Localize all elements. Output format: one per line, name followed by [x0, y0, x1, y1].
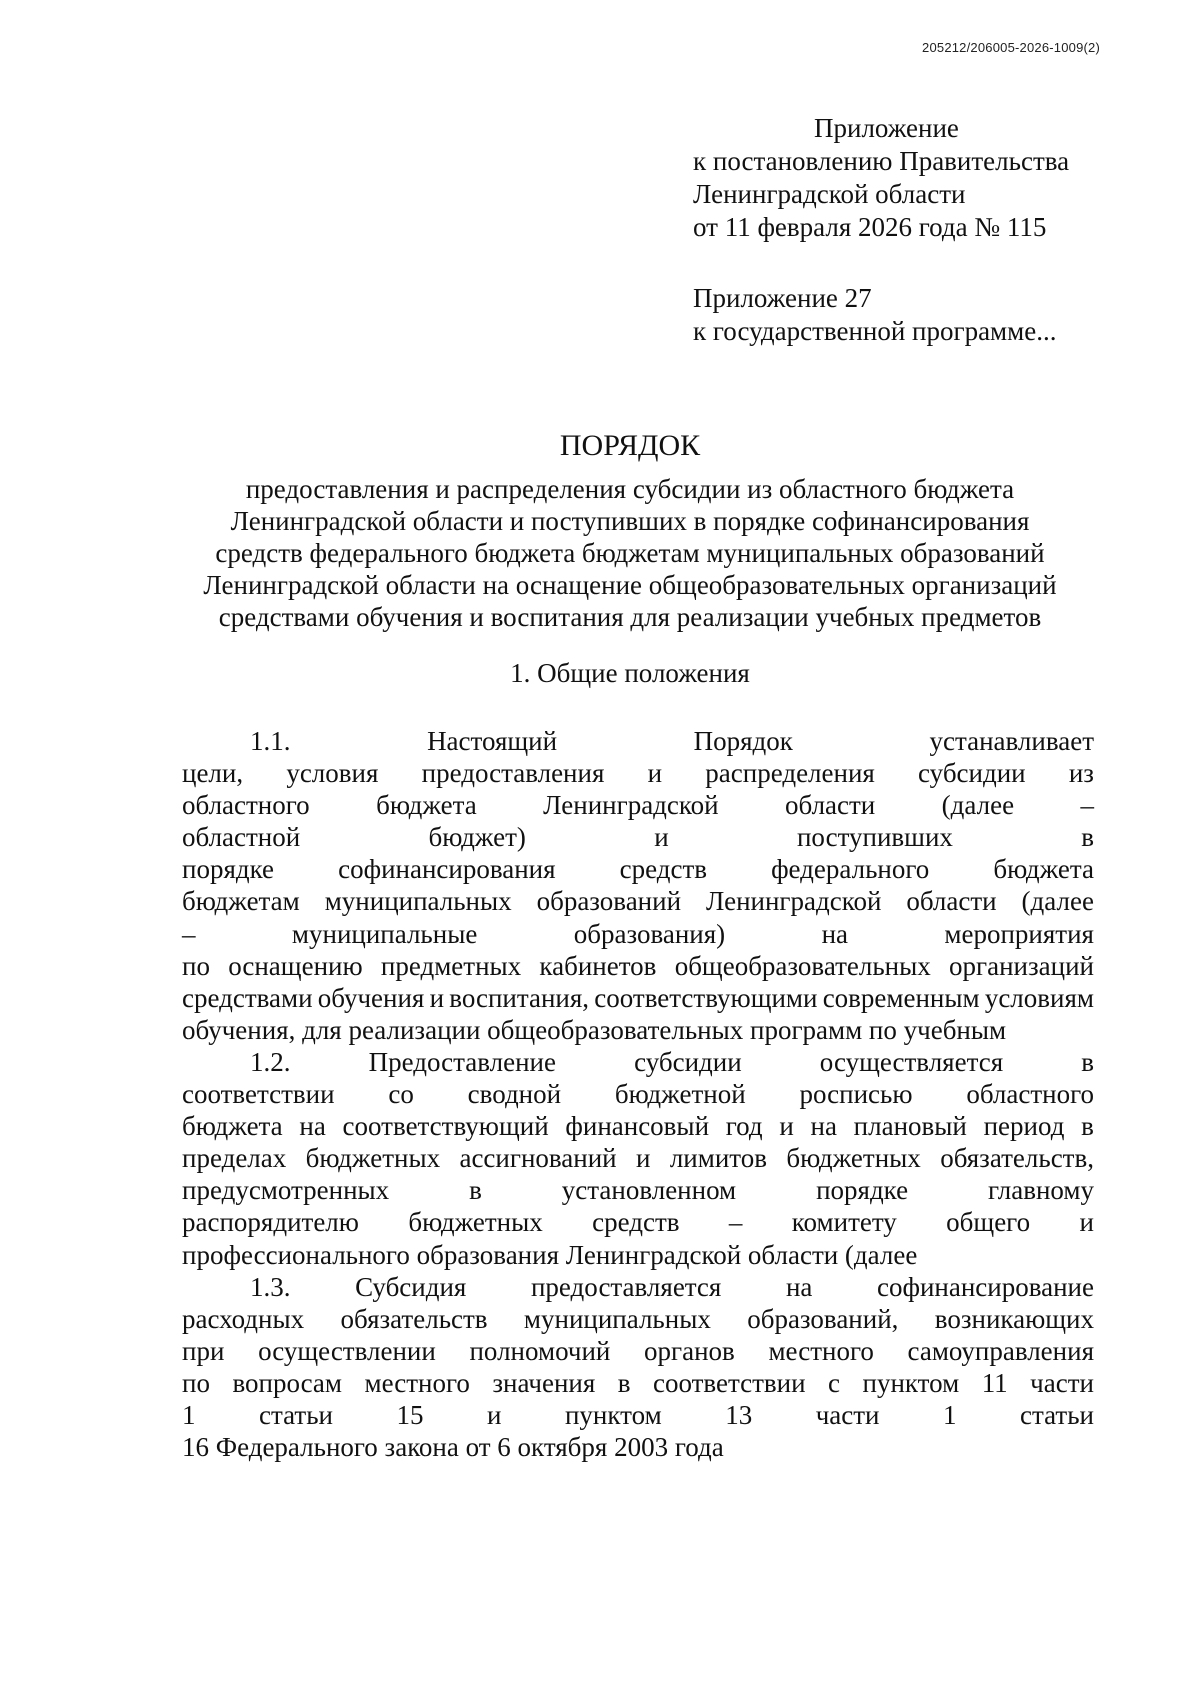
document-subtitle — [170, 473, 1090, 633]
approval-line-1: к постановлению Правительства — [693, 146, 1070, 176]
paragraph-line: распорядителю бюджетных средств – комитету общего и — [182, 1207, 1094, 1238]
subtitle-line: предоставления и распределения субсидии из областного бюджета — [245, 474, 1015, 504]
paragraph-1-2 — [182, 1046, 1094, 1271]
paragraph-line: 1.1. Настоящий Порядок устанавливает — [250, 726, 1094, 756]
document-title: ПОРЯДОК — [559, 429, 701, 462]
paragraph-line: областного бюджета Ленинградской области (далее – — [182, 790, 1094, 821]
appendix-label: Приложение — [814, 113, 959, 143]
paragraph-line: предусмотренных в установленном порядке главному — [182, 1175, 1094, 1206]
paragraph-line: обучения, для реализации общеобразовательных программ по учебным — [182, 1014, 1007, 1045]
paragraph-line: областной бюджет) и поступивших в — [182, 822, 1094, 853]
approval-line-4: к государственной программе... — [693, 316, 1057, 346]
subtitle-line: средствами обучения и воспитания для реализации учебных предметов — [218, 602, 1042, 632]
paragraph-line: цели, условия предоставления и распределения субсидии из — [182, 758, 1094, 789]
section-heading: 1. Общие положения — [510, 658, 750, 688]
paragraph-line: 1 статьи 15 и пунктом 13 части 1 статьи — [182, 1399, 1094, 1430]
paragraph-line: бюджета на соответствующий финансовый год и на плановый период в — [182, 1111, 1094, 1142]
paragraph-line: 1.3. Субсидия предоставляется на софинансирование — [250, 1271, 1094, 1302]
subtitle-line: Ленинградской области на оснащение общеобразовательных организаций — [203, 570, 1057, 600]
paragraph-line: профессионального образования Ленинградской области (далее — [182, 1239, 918, 1270]
paragraph-line: бюджетам муниципальных образований Ленинградской области (далее — [182, 886, 1094, 917]
paragraph-line: порядке софинансирования средств федерального бюджета — [182, 854, 1094, 885]
paragraph-line: по оснащению предметных кабинетов общеобразовательных организаций — [182, 950, 1094, 981]
subtitle-line: средств федерального бюджета бюджетам муниципальных образований — [215, 538, 1045, 568]
paragraph-line: – муниципальные образования) на мероприятия — [182, 918, 1094, 949]
paragraph-line: пределах бюджетных ассигнований и лимитов бюджетных обязательств, — [182, 1143, 1094, 1174]
paragraph-1-1 — [182, 725, 1094, 1046]
approval-line-2: Ленинградской области — [693, 179, 966, 209]
paragraph-line: по вопросам местного значения в соответствии с пунктом 11 части — [182, 1367, 1094, 1398]
appendix-27-label: Приложение 27 — [693, 283, 872, 313]
document-id: 205212/206005-2026-1009(2) — [922, 40, 1100, 55]
paragraph-line: 1.2. Предоставление субсидии осуществляется в — [250, 1046, 1094, 1077]
paragraph-line: соответствии со сводной бюджетной росписью областного — [182, 1079, 1094, 1110]
paragraph-line: 16 Федерального закона от 6 октября 2003 года — [182, 1432, 724, 1463]
approval-stamp-block — [693, 112, 1153, 348]
approval-line-3: от 11 февраля 2026 года № 115 — [693, 212, 1047, 242]
title-block — [170, 429, 1090, 633]
paragraph-1-3 — [182, 1271, 1094, 1464]
paragraph-line: расходных обязательств муниципальных образований, возникающих — [182, 1303, 1094, 1334]
paragraph-line: средствами обучения и воспитания, соответствующими современным условиям — [182, 982, 1094, 1013]
document-body — [182, 725, 1094, 1463]
subtitle-line: Ленинградской области и поступивших в порядке софинансирования — [230, 506, 1030, 536]
paragraph-line: при осуществлении полномочий органов местного самоуправления — [182, 1335, 1094, 1366]
